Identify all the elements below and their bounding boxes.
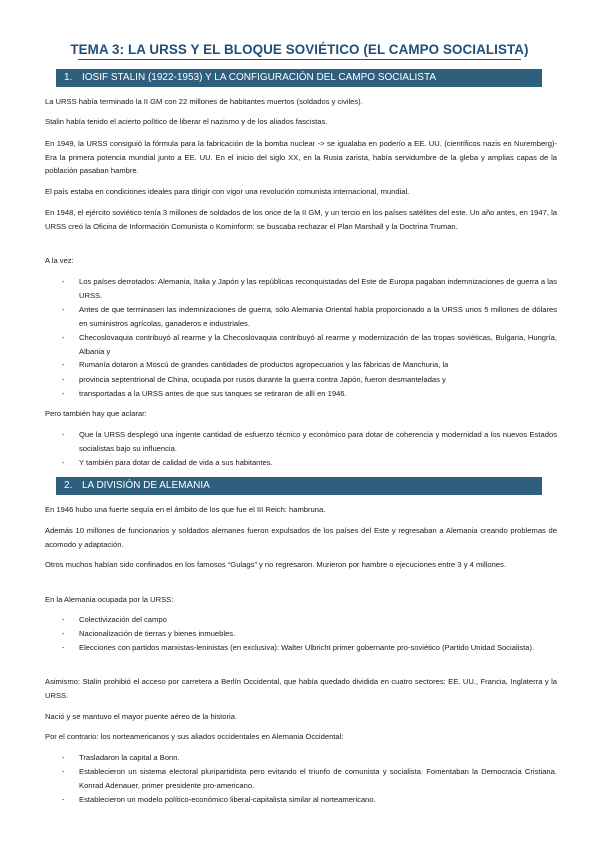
list-item: Rumanía dotaron a Moscú de grandes cantidades de productos agropecuarios y las fábricas de Manchuria, la xyxy=(79,360,449,369)
list-item: provincia septentrional de China, ocupada por rusos durante la guerra contra Japón, fueron desmanteladas y xyxy=(79,375,446,384)
paragraph: Stalin había tenido el acierto político de liberar el nazismo y de los aliados fascistas. xyxy=(45,117,328,126)
paragraph: En 1948, el ejército soviético tenía 3 millones de soldados de los once de la II GM, y un tercio en los países satélites del este. Un año antes, en 1947, la URSS creó la Oficina de Información Comunista o Kominform: se buscaba rechazar el Plan Marshall y la Doctrina Truman. xyxy=(45,208,557,231)
list-item: Trasladaron la capital a Bonn. xyxy=(79,753,180,762)
bullet-dash: - xyxy=(62,389,65,398)
list-item: Checoslovaquia contribuyó al rearme y la Checoslovaquia contribuyó al rearme y modernización de las tropas soviéticas, Bulgaria, Hungría, Albania y xyxy=(79,333,557,356)
list-item: Y también para dotar de calidad de vida a sus habitantes. xyxy=(79,458,273,467)
paragraph: A la vez: xyxy=(45,256,74,265)
bullet-dash: - xyxy=(62,795,65,804)
section-number: 2. xyxy=(64,480,73,491)
list-item: transportadas a la URSS antes de que sus tanques se retiraran de allí en 1946. xyxy=(79,389,347,398)
section-header-1 xyxy=(56,69,542,87)
list-item: Antes de que terminasen las indemnizaciones de guerra, sólo Alemania Oriental había proporcionado a la URSS unos 5 millones de dólares en suministros agrícolas, ganaderos e industriales. xyxy=(79,305,557,328)
section-header-2 xyxy=(56,477,542,495)
paragraph: Pero también hay que aclarar: xyxy=(45,409,147,418)
paragraph: Además 10 millones de funcionarios y soldados alemanes fueron expulsados de los países del Este y regresaban a Alemania creando problemas de acomodo y adaptación. xyxy=(45,526,557,549)
paragraph: En 1949, la URSS consiguió la fórmula para la fabricación de la bomba nuclear -> se igualaba en poderío a EE. UU. (científicos nazis en Nuremberg)- Era la primera potencia mundial junto a EE. UU. En el inicio del siglo XX, en la Rusia zarista, había servidumbre de la gleba y amplias capas de la población pasaban hambre. xyxy=(45,139,557,176)
paragraph: Otros muchos habían sido confinados en los famosos “Gulags” y no regresaron. Murieron por hambre o ejecuciones entre 3 y 4 millones. xyxy=(45,560,506,569)
bullet-dash: - xyxy=(62,333,65,342)
section-label: IOSIF STALIN (1922-1953) Y LA CONFIGURACIÓN DEL CAMPO SOCIALISTA xyxy=(82,72,436,83)
paragraph: Asimismo: Stalin prohibió el acceso por carretera a Berlín Occidental, que había quedado dividida en cuatro sectores: EE. UU., Francia, Inglaterra y la URSS. xyxy=(45,677,557,700)
paragraph: En la Alemania ocupada por la URSS: xyxy=(45,595,174,604)
list-item: Elecciones con partidos marxistas-leninistas (en exclusiva): Walter Ulbricht primer gobernante pro-soviético (Partido Unidad Socialista). xyxy=(79,643,535,652)
paragraph: Por el contrario: los norteamericanos y sus aliados occidentales en Alemania Occidental: xyxy=(45,732,344,741)
bullet-dash: - xyxy=(62,643,65,652)
document-title: TEMA 3: LA URSS Y EL BLOQUE SOVIÉTICO (EL CAMPO SOCIALISTA) xyxy=(70,42,529,57)
title-underline xyxy=(78,59,521,60)
bullet-dash: - xyxy=(62,615,65,624)
bullet-dash: - xyxy=(62,629,65,638)
paragraph: El país estaba en condiciones ideales para dirigir con vigor una revolución comunista internacional, mundial. xyxy=(45,187,410,196)
list-item: Establecieron un sistema electoral pluripartidista pero evitando el triunfo de comunista y socialista. Fomentaban la Democracia Cristiana. Konrad Adenauer, primer presidente pro-americano. xyxy=(79,767,557,790)
bullet-dash: - xyxy=(62,375,65,384)
bullet-dash: - xyxy=(62,360,65,369)
bullet-dash: - xyxy=(62,430,65,439)
list-item: Establecieron un modelo político-económico liberal-capitalista similar al norteamericano. xyxy=(79,795,376,804)
bullet-dash: - xyxy=(62,753,65,762)
list-item: Colectivización del campo xyxy=(79,615,167,624)
bullet-dash: - xyxy=(62,767,65,776)
list-item: Nacionalización de tierras y bienes inmuebles. xyxy=(79,629,236,638)
bullet-dash: - xyxy=(62,458,65,467)
section-number: 1. xyxy=(64,72,73,83)
list-item: Los países derrotados: Alemania, Italia y Japón y las repúblicas reconquistadas del Este de Europa pagaban indemnizaciones de guerra a las URSS. xyxy=(79,277,557,300)
paragraph: En 1946 hubo una fuerte sequía en el ámbito de los que fue el III Reich: hambruna. xyxy=(45,505,326,514)
paragraph: Nació y se mantuvo el mayor puente aéreo de la historia. xyxy=(45,712,238,721)
paragraph: La URSS había terminado la II GM con 22 millones de habitantes muertos (soldados y civiles). xyxy=(45,97,363,106)
bullet-dash: - xyxy=(62,305,65,314)
bullet-dash: - xyxy=(62,277,65,286)
list-item: Que la URSS desplegó una ingente cantidad de esfuerzo técnico y económico para dotar de coherencia y modernidad a los nuevos Estados socialistas bajo su influencia. xyxy=(79,430,557,453)
section-label: LA DIVISIÓN DE ALEMANIA xyxy=(82,480,210,491)
